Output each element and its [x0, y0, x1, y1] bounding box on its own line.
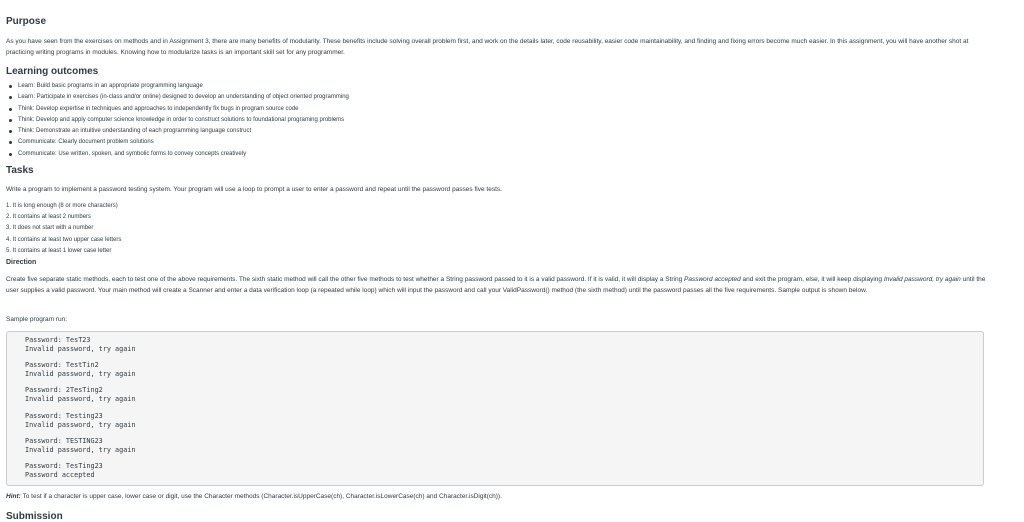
- direction-text: Create five separate static methods, each to test one of the above requirements. The sixth static method will call the other five methods to test whether a String password passed to it is a valid password. If it is valid, it will display a String: [6, 276, 685, 283]
- emphasis-text: Invalid password, try again: [883, 276, 961, 283]
- sample-run-label: Sample program run:: [6, 316, 68, 323]
- list-item: 2. It contains at least 2 numbers: [6, 214, 92, 221]
- submission-heading: Submission: [6, 511, 63, 522]
- requirements-list: [6, 201, 121, 257]
- learning-outcomes-list: [6, 81, 349, 160]
- direction-text: until the user supplies a valid password. Your main method will create a Scanner and enter a data verification loop (a repeated while loop) which will input the password and call your ValidPassword() method (the sixth method) until the password passes all the five requirements. Sample output is shown below.: [6, 276, 986, 294]
- direction-paragraph: [6, 274, 996, 296]
- code-run: [25, 336, 965, 354]
- code-line: Invalid password, try again: [25, 420, 136, 429]
- code-line: Password: 2TesTing2: [25, 386, 103, 395]
- emphasis-text: Password accepted: [684, 276, 741, 283]
- list-item: Think: Develop expertise in techniques and approaches to independently fix bugs in program source code: [18, 104, 349, 115]
- list-item: 1. It is long enough (8 or more characters): [6, 203, 118, 209]
- code-line: Password: Testing23: [25, 411, 103, 420]
- code-line: Password: TestTin2: [25, 361, 99, 370]
- list-item: 3. It does not start with a number: [6, 225, 94, 232]
- direction-heading: Direction: [6, 259, 37, 266]
- list-item: Think: Demonstrate an intuitive understanding of each programming language construct: [18, 126, 349, 137]
- code-run: [25, 437, 965, 455]
- sample-output-code-block: [6, 331, 984, 486]
- code-line: Password: TesTing23: [25, 461, 103, 470]
- code-line: Invalid password, try again: [25, 445, 136, 454]
- list-item: Communicate: Clearly document problem solutions: [18, 137, 349, 148]
- purpose-paragraph: As you have seen from the exercises on methods and in Assignment 3, there are many benefits of modularity. These benefits include solving overall problem first, and work on the details later, code reusability, easier code maintainability, and finding and fixing errors become much easier. In this assignment, you will have another shot at practicing writing programs in modules. Knowing how to modularize tasks is an important skill set for any programmer.: [6, 38, 969, 56]
- list-item: 4. It contains at least two upper case letters: [6, 236, 122, 243]
- hint-label: Hint:: [6, 493, 21, 500]
- code-run: [25, 361, 965, 379]
- code-line: Invalid password, try again: [25, 345, 136, 353]
- code-line: Password: TesT23: [25, 336, 91, 344]
- hint-text: To test if a character is upper case, lower case or digit, use the Character methods (Character.isUpperCase(ch), Character.isLowerCase(ch) and Character.isDigit(ch)).: [20, 493, 502, 500]
- code-line: Invalid password, try again: [25, 395, 136, 404]
- list-item: 5. It contains at least 1 lower case letter: [6, 247, 112, 254]
- code-run: [25, 386, 965, 404]
- code-run: [25, 412, 965, 430]
- tasks-intro: Write a program to implement a password testing system. Your program will use a loop to prompt a user to enter a password and repeat until the password passes five tests.: [6, 186, 502, 193]
- tasks-heading: Tasks: [6, 165, 34, 176]
- list-item: Think: Develop and apply computer science knowledge in order to construct solutions to foundational programing problems: [18, 115, 349, 126]
- code-run: [25, 462, 965, 480]
- list-item: Learn: Build basic programs in an appropriate programming language: [18, 81, 349, 92]
- purpose-heading: Purpose: [6, 16, 47, 27]
- code-line: Password accepted: [25, 470, 95, 479]
- code-line: Invalid password, try again: [25, 370, 136, 379]
- list-item: Communicate: Use written, spoken, and symbolic forms to convey concepts creatively: [18, 149, 349, 160]
- hint-paragraph: [6, 491, 502, 502]
- list-item: Learn: Participate in exercises (in-class and/or online) designed to develop an understanding of object oriented programming: [18, 92, 349, 103]
- learning-outcomes-heading: Learning outcomes: [6, 66, 99, 77]
- code-line: Password: TESTING23: [25, 436, 103, 445]
- direction-text: and exit the program, else, it will keep displaying: [740, 276, 884, 283]
